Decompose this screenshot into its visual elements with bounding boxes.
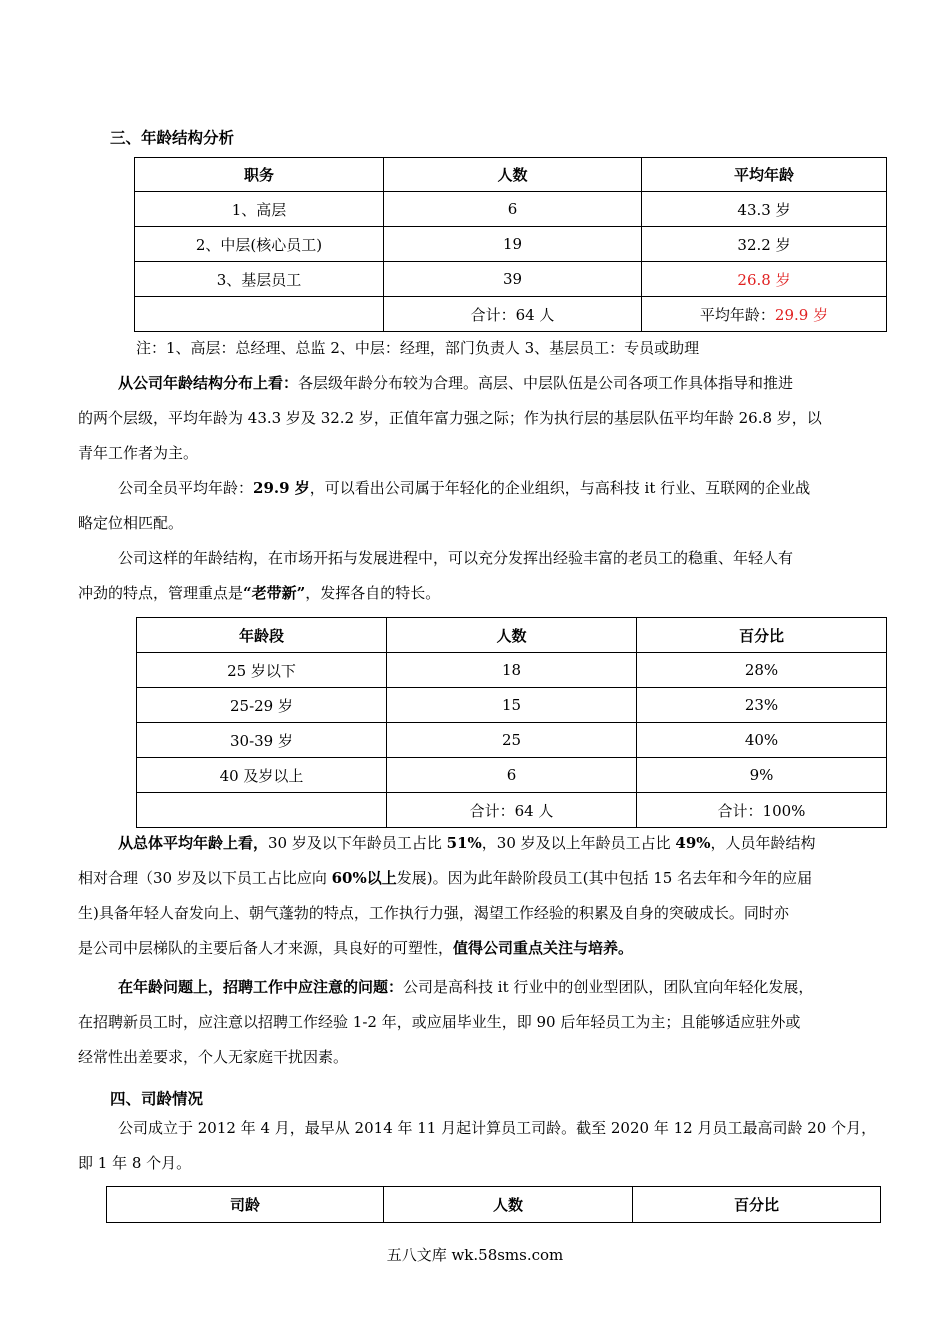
- para-bold: 29.9 岁: [253, 479, 310, 497]
- table-row: [137, 688, 887, 723]
- para-bold: 51%: [446, 834, 482, 852]
- average-age-label: 平均年龄：: [699, 305, 775, 324]
- table-cell: 39: [384, 262, 642, 297]
- para-bold: 60%以上: [331, 869, 397, 887]
- para-text: 在招聘新员工时，应注意以招聘工作经验 1-2 年，或应届毕业生，即 90 后年轻员工为主；且能够适应驻外或: [78, 1013, 801, 1031]
- section-4-heading: 四、司龄情况: [110, 1090, 204, 1108]
- table-cell: 40 及岁以上: [137, 758, 387, 793]
- table-cell: 32.2 岁: [642, 227, 887, 262]
- para-text: 生)具备年轻人奋发向上、朝气蓬勃的特点，工作执行力强，渴望工作经验的积累及自身的突破成长。同时亦: [78, 904, 789, 922]
- table-row: [135, 192, 887, 227]
- para-text: 公司是高科技 it 行业中的创业型团队，团队宜向年轻化发展，: [403, 978, 814, 996]
- paragraph-overall-age: [78, 826, 888, 966]
- table-row: [135, 227, 887, 262]
- para-text: 公司这样的年龄结构，在市场开拓与发展进程中，可以充分发挥出经验丰富的老员工的稳重、年轻人有: [118, 549, 794, 567]
- job-level-age-table: [134, 157, 887, 332]
- table-row: [137, 653, 887, 688]
- table-cell: 30-39 岁: [137, 723, 387, 758]
- table-cell: 15: [387, 688, 637, 723]
- table-cell: 3、基层员工: [135, 262, 384, 297]
- table-cell: 40%: [637, 723, 887, 758]
- table-total-row: [135, 297, 887, 332]
- table-cell: 18: [387, 653, 637, 688]
- total-count: 合计：64 人: [387, 793, 637, 828]
- para-text: 30 岁及以下年龄员工占比: [268, 834, 447, 852]
- table-row: [137, 723, 887, 758]
- para-text: ，发挥各自的特长。: [305, 584, 441, 602]
- total-count: 合计：64 人: [384, 297, 642, 332]
- table-cell-highlight: 26.8 岁: [642, 262, 887, 297]
- total-percent: 合计：100%: [637, 793, 887, 828]
- table-cell-empty: [135, 297, 384, 332]
- paragraph-average-age: [78, 471, 888, 541]
- table-total-row: [137, 793, 887, 828]
- para-text: 略定位相匹配。: [78, 514, 184, 532]
- para-bold: 49%: [675, 834, 711, 852]
- table-cell: 28%: [637, 653, 887, 688]
- para-text: 是公司中层梯队的主要后备人才来源，具良好的可塑性，: [78, 939, 454, 957]
- table-header: 人数: [384, 158, 642, 192]
- section-3-heading: 三、年龄结构分析: [110, 129, 235, 147]
- paragraph-tenure: [78, 1111, 893, 1181]
- para-bold: “老带新”: [243, 584, 306, 602]
- table-row: [135, 262, 887, 297]
- table-header: 人数: [384, 1187, 633, 1223]
- table-cell: 1、高层: [135, 192, 384, 227]
- table-header: 百分比: [633, 1187, 881, 1223]
- para-text: ，可以看出公司属于年轻化的企业组织，与高科技 it 行业、互联网的企业战: [309, 479, 811, 497]
- tenure-table: [106, 1186, 881, 1223]
- para-text: 青年工作者为主。: [78, 444, 199, 462]
- para-text: 公司成立于 2012 年 4 月，最早从 2014 年 11 月起计算员工司龄。截至 2020 年 12 月员工最高司龄 20 个月，: [118, 1119, 877, 1137]
- table-cell: 9%: [637, 758, 887, 793]
- table-cell: 43.3 岁: [642, 192, 887, 227]
- para-text: 经常性出差要求，个人无家庭干扰因素。: [78, 1048, 349, 1066]
- table-cell: 23%: [637, 688, 887, 723]
- table-cell: 6: [384, 192, 642, 227]
- table-cell-empty: [137, 793, 387, 828]
- para-text: 冲劲的特点，管理重点是: [78, 584, 244, 602]
- table-cell: 6: [387, 758, 637, 793]
- para-text: ，人员年龄结构: [710, 834, 816, 852]
- para-text: 发展)。因为此年龄阶段员工(其中包括 15 名去年和今年的应届: [396, 869, 813, 887]
- para-text: ，30 岁及以上年龄员工占比: [481, 834, 676, 852]
- table-header: 年龄段: [137, 618, 387, 653]
- age-group-table: [136, 617, 887, 828]
- para-bold: 值得公司重点关注与培养。: [453, 939, 634, 957]
- table-row: [137, 758, 887, 793]
- table-header: 司龄: [107, 1187, 384, 1223]
- para-lead: 从公司年龄结构分布上看：: [118, 374, 299, 392]
- paragraph-age-distribution: [78, 366, 888, 471]
- table-cell: 19: [384, 227, 642, 262]
- para-text: 的两个层级，平均年龄为 43.3 岁及 32.2 岁，正值年富力强之际；作为执行层的基层队伍平均年龄 26.8 岁，以: [78, 409, 822, 427]
- table-cell: 2、中层(核心员工): [135, 227, 384, 262]
- footer-watermark: 五八文库 wk.58sms.com: [386, 1246, 564, 1264]
- table-header: 人数: [387, 618, 637, 653]
- para-text: 各层级年龄分布较为合理。高层、中层队伍是公司各项工作具体指导和推进: [298, 374, 794, 392]
- average-age-total: [642, 297, 887, 332]
- table-header: 百分比: [637, 618, 887, 653]
- table-cell: 25: [387, 723, 637, 758]
- para-text: 公司全员平均年龄：: [118, 479, 254, 497]
- para-text: 即 1 年 8 个月。: [78, 1154, 192, 1172]
- table-header: 平均年龄: [642, 158, 887, 192]
- table-cell: 25 岁以下: [137, 653, 387, 688]
- table-note: 注：1、高层：总经理、总监 2、中层：经理，部门负责人 3、基层员工：专员或助理: [136, 339, 700, 357]
- paragraph-management: [78, 541, 888, 611]
- para-lead: 在年龄问题上，招聘工作中应注意的问题：: [118, 978, 404, 996]
- average-age-value: 29.9 岁: [774, 305, 829, 324]
- para-text: 相对合理（30 岁及以下员工占比应向: [78, 869, 332, 887]
- table-header: 职务: [135, 158, 384, 192]
- para-lead: 从总体平均年龄上看，: [118, 834, 269, 852]
- paragraph-recruiting: [78, 970, 888, 1075]
- table-cell: 25-29 岁: [137, 688, 387, 723]
